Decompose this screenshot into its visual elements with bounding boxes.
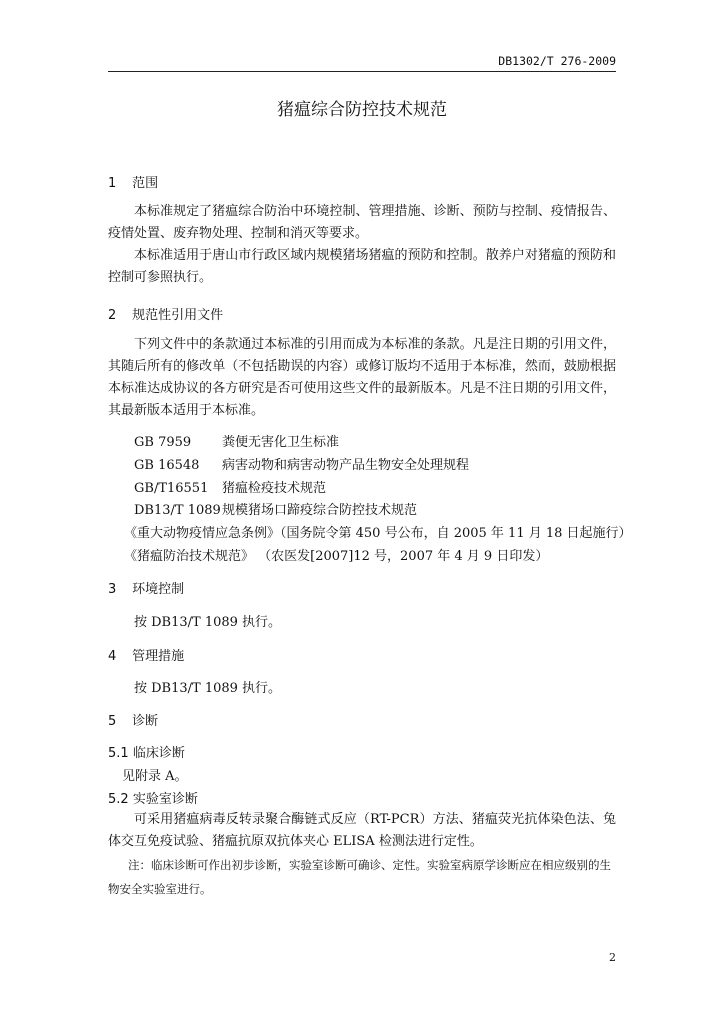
section-5-2-paragraph: 可采用猪瘟病毒反转录聚合酶链式反应（RT-PCR）方法、猪瘟荧光抗体染色法、兔体交互免疫试验、猪瘟抗原双抗体夹心 ELISA 检测法进行定性。 [108,812,616,849]
reference-item [134,477,326,496]
section-5-1-body: 见附录 A。 [122,769,188,784]
reference-item [134,454,469,473]
reference-item [134,431,339,450]
section-5-2-note: 注：临床诊断可作出初步诊断，实验室诊断可确诊、定性。实验室病原学诊断应在相应级别的生物安全实验室进行。 [108,858,611,896]
section-5-2-heading [108,788,198,807]
section-number: 5.1 [108,746,129,761]
section-title: 实验室诊断 [132,792,198,807]
section-2-paragraph: 下列文件中的条款通过本标准的引用而成为本标准的条款。凡是注日期的引用文件，其随后所有的修改单（不包括勘误的内容）或修订版均不适用于本标准，然而，鼓励根据本标准达成协议的各方研究是否可使用这些文件的最新版本。凡是不注日期的引用文件，其最新版本适用于本标准。 [108,337,616,418]
reference-code: DB13/T 1089 [134,503,221,518]
document-code: DB1302/T 276-2009 [498,54,616,68]
header-rule [108,71,616,72]
section-5-1-heading [108,742,185,761]
reference-item [134,499,417,518]
reference-code: GB 7959 [134,435,192,450]
section-title: 管理措施 [132,649,185,664]
section-1-paragraph-2: 本标准适用于唐山市行政区域内规模猪场猪瘟的预防和控制。散养户对猪瘟的预防和控制可参照执行。 [108,248,616,285]
section-title: 临床诊断 [132,746,185,761]
section-2-heading [108,304,223,323]
reference-code: GB 16548 [134,458,200,473]
reference-code: GB/T16551 [134,481,209,496]
referenced-regulation: 《重大动物疫情应急条例》（国务院令第 450 号公布，自 2005 年 11 月 18 日起施行） [124,526,632,541]
section-5-heading [108,710,158,729]
reference-name: 猪瘟检疫技术规范 [222,481,327,496]
section-title: 范围 [132,176,159,191]
section-3-body: 按 DB13/T 1089 执行。 [134,615,282,630]
section-1-heading [108,172,158,191]
section-3-heading [108,578,184,597]
reference-name: 病害动物和病害动物产品生物安全处理规程 [222,458,470,473]
section-1-paragraph-1: 本标准规定了猪瘟综合防治中环境控制、管理措施、诊断、预防与控制、疫情报告、疫情处置、废弃物处理、控制和消灭等要求。 [108,204,616,241]
page-number: 2 [609,951,616,964]
section-number: 2 [108,308,117,323]
section-number: 5.2 [108,792,129,807]
referenced-regulation: 《猪瘟防治技术规范》 （农医发[2007]12 号，2007 年 4 月 9 日印发） [124,549,549,564]
section-number: 1 [108,176,117,191]
reference-name: 粪便无害化卫生标准 [222,435,340,450]
section-number: 5 [108,714,117,729]
section-number: 3 [108,582,117,597]
section-title: 诊断 [132,714,159,729]
section-title: 规范性引用文件 [132,308,224,323]
section-number: 4 [108,649,117,664]
section-4-body: 按 DB13/T 1089 执行。 [134,681,282,696]
document-title: 猪瘟综合防控技术规范 [277,100,447,120]
reference-name: 规模猪场口蹄疫综合防控技术规范 [222,503,418,518]
section-title: 环境控制 [132,582,185,597]
section-4-heading [108,645,184,664]
